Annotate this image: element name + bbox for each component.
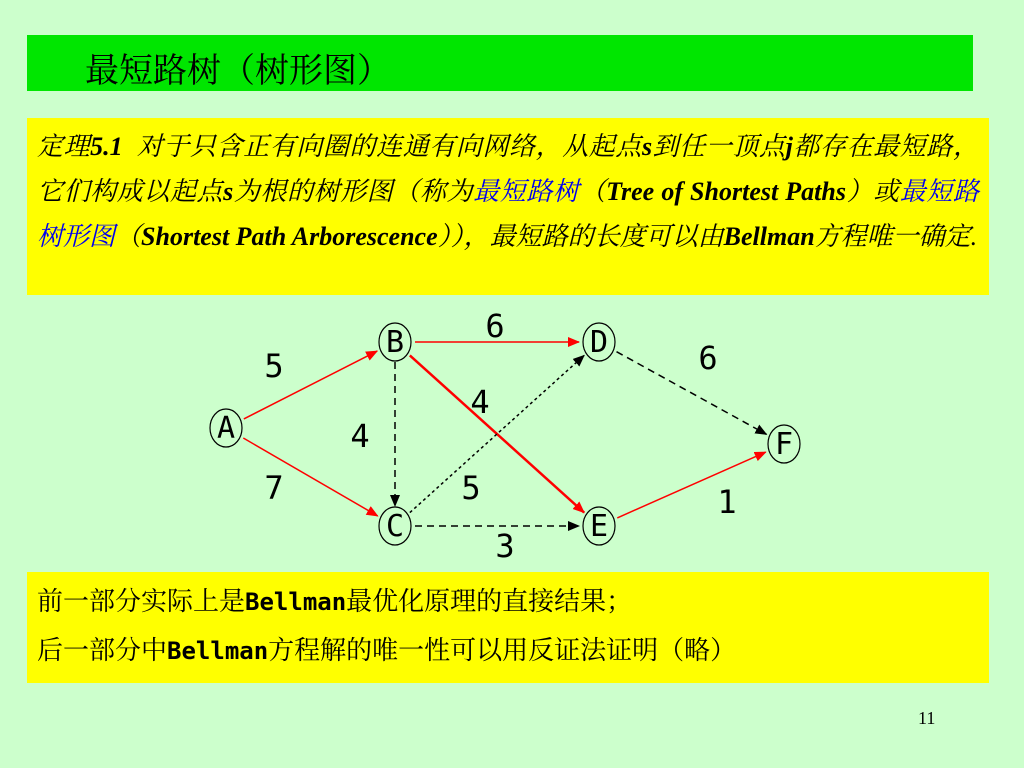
theorem-lead: 定理 bbox=[37, 132, 91, 161]
weight-d-f: 6 bbox=[698, 339, 718, 377]
weight-e-f: 1 bbox=[717, 483, 737, 521]
theorem-term-shortest-path-tree: 最短路树 bbox=[473, 177, 580, 206]
weight-c-d: 5 bbox=[461, 469, 481, 507]
weight-a-b: 5 bbox=[264, 347, 284, 385]
node-label-b: B bbox=[385, 325, 405, 360]
theorem-text-4: 为根的树形图（称为 bbox=[233, 177, 474, 206]
node-label-a: A bbox=[216, 411, 236, 446]
edge-d-f bbox=[617, 352, 767, 435]
theorem-var-s1: s bbox=[641, 132, 653, 161]
theorem-text-3: 都存在最短路，它们构成以起点 bbox=[37, 132, 979, 206]
note-line-1-bellman: Bellman bbox=[245, 588, 347, 616]
theorem-english-2: Shortest Path Arborescence bbox=[141, 222, 438, 251]
theorem-var-s2: s bbox=[223, 177, 234, 206]
theorem-text-6: ）或 bbox=[845, 177, 900, 206]
note-line-1-pre: 前一部分实际上是 bbox=[37, 587, 246, 617]
theorem-text-2: 到任一顶点 bbox=[652, 132, 786, 161]
weight-b-d: 6 bbox=[485, 307, 505, 345]
page-number: 11 bbox=[918, 708, 936, 728]
theorem-number: 5.1 bbox=[90, 132, 123, 161]
theorem-text-5: （ bbox=[579, 177, 607, 206]
theorem-text-8: ）），最短路的长度可以由 bbox=[437, 222, 724, 251]
theorem-term-arborescence: 最短路树形图 bbox=[37, 177, 979, 251]
note-line-2-bellman: Bellman bbox=[167, 637, 269, 665]
weight-c-e: 3 bbox=[495, 527, 515, 565]
node-label-e: E bbox=[589, 509, 609, 544]
node-label-f: F bbox=[774, 427, 794, 462]
weight-a-c: 7 bbox=[264, 469, 284, 507]
theorem-text-9: 方程唯一确定. bbox=[814, 222, 978, 251]
theorem-english-1: Tree of Shortest Paths bbox=[606, 177, 846, 206]
note-line-1-post: 最优化原理的直接结果； bbox=[346, 587, 633, 617]
weight-b-c: 4 bbox=[350, 417, 370, 455]
weight-b-e: 4 bbox=[470, 383, 490, 421]
note-line-2-pre: 后一部分中 bbox=[37, 636, 168, 666]
theorem-var-j: j bbox=[785, 132, 793, 161]
note-line-2 bbox=[37, 627, 979, 676]
note-line-2-post: 方程解的唯一性可以用反证法证明（略） bbox=[268, 636, 737, 666]
node-label-c: C bbox=[385, 509, 405, 544]
theorem-text-7: （ bbox=[115, 222, 142, 251]
slide-title: 最短路树（树形图） bbox=[85, 51, 391, 91]
node-label-d: D bbox=[589, 325, 609, 360]
note-line-1 bbox=[37, 578, 979, 627]
note-box bbox=[27, 572, 989, 683]
theorem-text-1: 对于只含正有向圈的连通有向网络，从起点 bbox=[136, 132, 642, 161]
theorem-bellman: Bellman bbox=[723, 222, 815, 251]
edge-e-f bbox=[617, 452, 765, 518]
